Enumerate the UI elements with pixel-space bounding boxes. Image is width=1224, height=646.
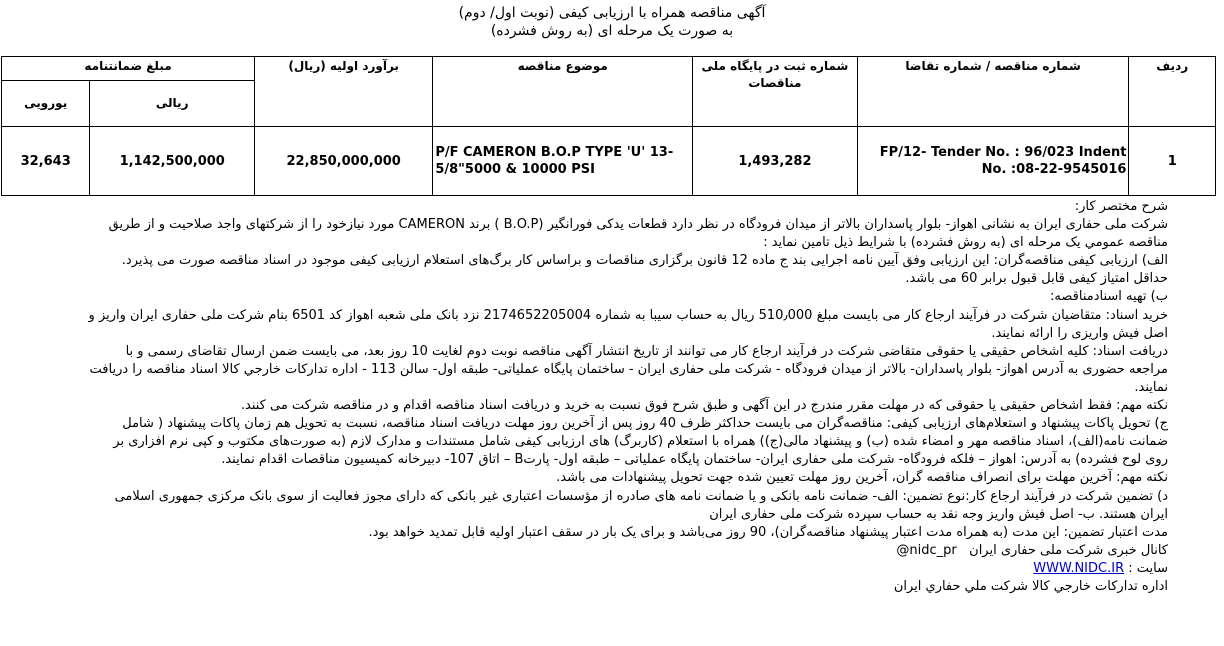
cell-guarantee-rial: 1,142,500,000 bbox=[90, 127, 255, 196]
notice-body bbox=[88, 198, 1168, 596]
cell-estimate: 22,850,000,000 bbox=[255, 127, 433, 196]
header-subject: موضوع مناقصه bbox=[433, 57, 693, 127]
paragraph-purchase: خرید اسناد: متقاضیان شرکت در فرآیند ارجاع کار می بایست مبلغ 510٫000 ریال به حساب سیبا به شماره 2174652205004 نزد بانک ملی شعبه اهواز کد 6501 بنام شرکت ملی حفاری ایران واریز و اصل فیش واریزی را ارائه نمایند. bbox=[88, 307, 1168, 341]
section-documents-heading: ب) تهیه اسنادمناقصه: bbox=[1050, 289, 1168, 305]
notice-subtitle: به صورت یک مرحله ای (به روش فشرده) bbox=[490, 23, 734, 39]
channel-handle: @nidc_pr bbox=[896, 542, 957, 558]
header-estimate: برآورد اولیه (ریال) bbox=[255, 57, 433, 127]
footer-department: اداره تدارکات خارجي کالا شرکت ملي حفاري ايران bbox=[893, 578, 1168, 594]
tender-table bbox=[1, 56, 1216, 196]
cell-registration-no: 1,493,282 bbox=[693, 127, 858, 196]
header-tender-no: شماره مناقصه / شماره تقاضا bbox=[857, 57, 1129, 127]
site-link[interactable]: WWW.NIDC.IR bbox=[1033, 560, 1125, 576]
paragraph-guarantee: د) تضمین شرکت در فرآیند ارجاع کار:نوع تضمین: الف- ضمانت نامه بانکی و یا ضمانت نامه های صادره از مؤسسات اعتباری غیر بانکی که دارای مجوز فعالیت از سوی بانک مرکزی جمهوری اسلامی ایران هستند. ب- اصل فیش واریز وجه نقد به حساب سپرده شرکت ملی حفاری ایران bbox=[114, 488, 1168, 522]
cell-row-no: 1 bbox=[1129, 127, 1216, 196]
paragraph-delivery: ج) تحویل پاکات پیشنهاد و استعلام‌های ارزیابی کیفی: مناقصه‌گران می بایست حداکثر ظرف 40 روز پس از آخرین روز مهلت دریافت اسناد مناقصه، نسبت به تحویل هم زمان پاکات پیشنهاد ( شامل ضمانت نامه(الف)، اسناد مناقصه مهر و امضاء شده (ب) و پیشنهاد مالی(ج)) همراه با استعلام (کاربرگ) های ارزیابی کیفی شامل مستندات و مدارک لازم (به صورت‌های مکتوب و کپی نرم افزاری بر روی لوح فشرده) به آدرس: اهواز – فلکه فرودگاه- شرکت ملی حفاری ایران- ساختمان پایگاه عملیاتی – طبقه اول- پارتB – اتاق 107- دبیرخانه کمیسیون مناقصات اقدام نمایند. bbox=[113, 416, 1168, 468]
header-row-no: ردیف bbox=[1129, 57, 1216, 127]
header-guarantee-euro: یورویی bbox=[2, 81, 90, 127]
cell-guarantee-euro: 32,643 bbox=[2, 127, 90, 196]
paragraph-important-note-1: نکته مهم: فقط اشخاص حقیقی یا حقوقی که در مهلت مقرر مندرج در این آگهی و طبق شرح فوق نسبت به خرید و دریافت اسناد مناقصه اقدام و در مناقصه شرکت می کنند. bbox=[240, 398, 1168, 414]
site-line bbox=[88, 560, 1168, 578]
cell-tender-no: FP/12- Tender No. : 96/023 Indent No. :08-22-9545016 bbox=[857, 127, 1129, 196]
header-registration-no: شماره ثبت در پایگاه ملی مناقصات bbox=[693, 57, 858, 127]
paragraph-intro: شرکت ملی حفاری ایران به نشانی اهواز- بلوار پاسداران بالاتر از میدان فرودگاه در نظر دارد قطعات یدکی فورانگیر (B.O.P ) برند CAMERON مورد نیازخود را از شرکتهای واجد صلاحیت و از طریق مناقصه عمومي یک مرحله ای (به روش فشرده) با شرایط ذیل تامین نماید : bbox=[108, 217, 1168, 251]
cell-subject: P/F CAMERON B.O.P TYPE 'U' 13-5/8"5000 & 10000 PSI bbox=[433, 127, 693, 196]
channel-line bbox=[88, 542, 1168, 560]
paragraph-validity: مدت اعتبار تضمین: این مدت (به همراه مدت اعتبار پیشنهاد مناقصه‌گران)، 90 روز می‌باشد و برای یک بار در سقف اعتبار اولیه قابل تمدید خواهد بود. bbox=[368, 524, 1168, 540]
section-summary-heading: شرح مختصر کار: bbox=[1074, 199, 1168, 214]
paragraph-receive: دریافت اسناد: کلیه اشخاص حقیقی یا حقوقی متقاضی شرکت در فرآیند ارجاع کار می توانند از تاریخ انتشار آگهی مناقصه نوبت دوم لغایت 10 روز بعد، می بایست ضمن ارسال تقاضای رسمی و با مراجعه حضوری به آدرس اهواز- بلوار پاسداران- بالاتر از میدان فرودگاه - شرکت ملی حفاری ایران - ساختمان پایگاه عملیاتی- طبقه اول- سالن 113 - اداره تدارکات خارجي کالا اسناد مناقصه را دریافت نمایند. bbox=[89, 343, 1168, 395]
table-row bbox=[2, 127, 1216, 196]
header-guarantee: مبلغ ضمانتنامه bbox=[2, 57, 255, 81]
header-guarantee-rial: ریالی bbox=[90, 81, 255, 127]
channel-label: کانال خبری شرکت ملی حفاری ایران bbox=[969, 542, 1168, 558]
site-label: سایت : bbox=[1128, 560, 1168, 576]
paragraph-important-note-2: نکته مهم: آخرین مهلت برای انصراف مناقصه گران، آخرین روز مهلت تعیین شده جهت تحویل پیشنهادات می باشد. bbox=[556, 470, 1168, 486]
notice-title: آگهی مناقصه همراه با ارزیابی کیفی (نوبت اول/ دوم) bbox=[458, 5, 766, 21]
paragraph-qualification: الف) ارزیابی کیفی مناقصه‌گران: این ارزیابی وفق آیین نامه اجرایی بند ج ماده 12 قانون برگزاری مناقصات و براساس کار برگ‌های استعلام ارزیابی کیفی موجود در اسناد مناقصه صورت می پذیرد. حداقل امتیاز کیفی قابل قبول برابر 60 می باشد. bbox=[121, 253, 1168, 287]
